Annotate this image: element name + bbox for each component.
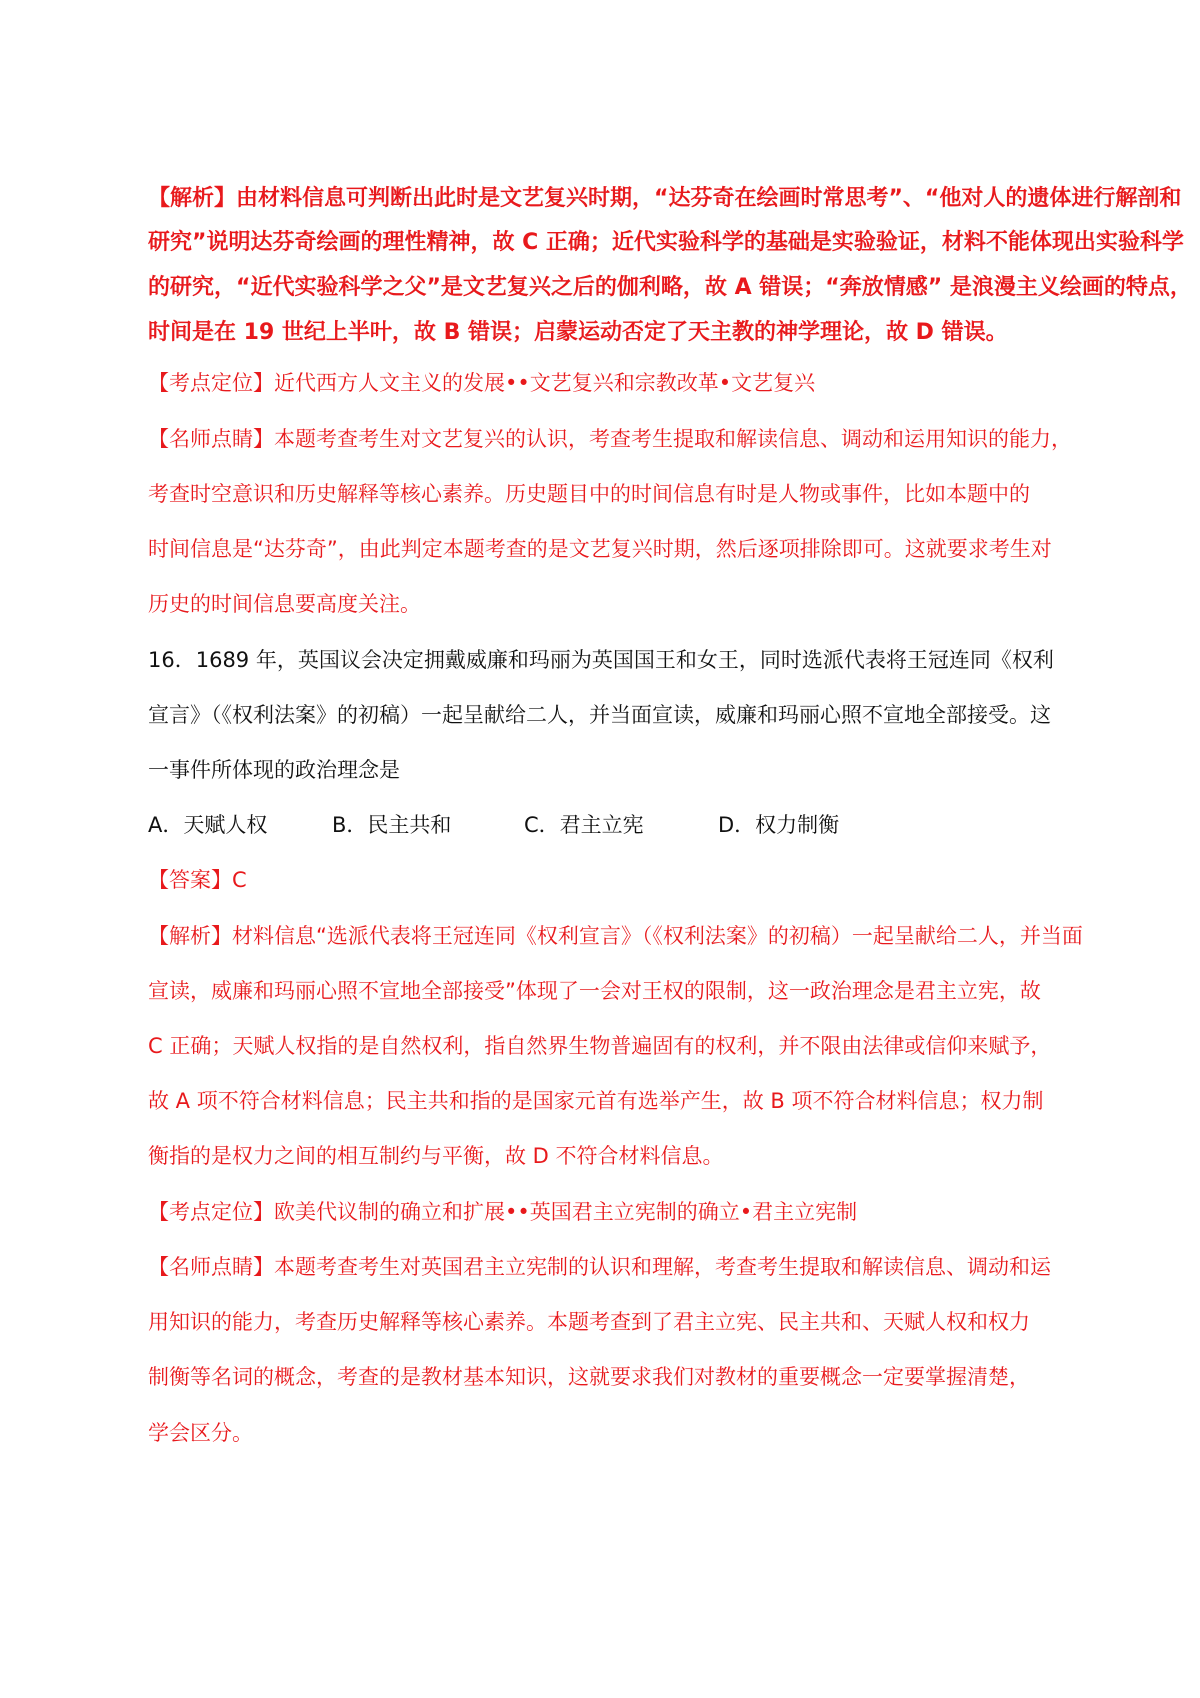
- analysis-2-line-3: C 正确；天赋人权指的是自然权利，指自然界生物普遍固有的权利，并不限由法律或信仰来赋予，: [148, 1034, 1052, 1058]
- option-a: A．天赋人权: [148, 813, 268, 837]
- tip-label: 【名师点睛】: [148, 427, 274, 451]
- tip-2-line-3: 制衡等名词的概念，考查的是教材基本知识，这就要求我们对教材的重要概念一定要掌握清楚，: [148, 1365, 1030, 1389]
- tip-2-line-2: 用知识的能力，考查历史解释等核心素养。本题考查到了君主立宪、民主共和、天赋人权和权力: [148, 1310, 1030, 1334]
- tip-2-line-1: 【名师点睛】本题考查考生对英国君主立宪制的认识和理解，考查考生提取和解读信息、调动和运: [148, 1255, 1051, 1279]
- analysis-2-line-5: 衡指的是权力之间的相互制约与平衡，故 D 不符合材料信息。: [148, 1144, 724, 1168]
- exam-point-label: 【考点定位】: [148, 371, 274, 395]
- exam-point-2: 【考点定位】欧美代议制的确立和扩展••英国君主立宪制的确立•君主立宪制: [148, 1200, 858, 1224]
- analysis-2-line-1: 【解析】材料信息“选派代表将王冠连同《权利宣言》（《权利法案》的初稿）一起呈献给二人，并当面: [148, 924, 1083, 948]
- answer-value: C: [232, 868, 247, 892]
- analysis-label: 【解析】: [148, 924, 232, 948]
- analysis-1-line-2: 研究”说明达芬奇绘画的理性精神，故 C 正确；近代实验科学的基础是实验验证，材料不能体现出实验科学: [148, 230, 1184, 255]
- question-16-line-1: 16．1689 年，英国议会决定拥戴威廉和玛丽为英国国王和女王，同时选派代表将王冠连同《权利: [148, 648, 1054, 672]
- exam-point-label: 【考点定位】: [148, 1200, 274, 1224]
- analysis-2-line-4: 故 A 项不符合材料信息；民主共和指的是国家元首有选举产生，故 B 项不符合材料信息；权力制: [148, 1089, 1044, 1113]
- analysis-1-line-3: 的研究，“近代实验科学之父”是文艺复兴之后的伽利略，故 A 错误；“奔放情感” 是浪漫主义绘画的特点，: [148, 275, 1192, 300]
- tip-1-line-2: 考查时空意识和历史解释等核心素养。历史题目中的时间信息有时是人物或事件，比如本题中的: [148, 482, 1030, 506]
- question-16-line-2: 宣言》（《权利法案》的初稿）一起呈献给二人，并当面宣读，威廉和玛丽心照不宣地全部接受。这: [148, 703, 1051, 727]
- option-b: B．民主共和: [332, 813, 452, 837]
- option-c: C．君主立宪: [524, 813, 644, 837]
- analysis-2-line-2: 宣读，威廉和玛丽心照不宣地全部接受”体现了一会对王权的限制，这一政治理念是君主立宪，故: [148, 979, 1041, 1003]
- exam-point-1: 【考点定位】近代西方人文主义的发展••文艺复兴和宗教改革•文艺复兴: [148, 371, 816, 395]
- tip-2-line-4: 学会区分。: [148, 1421, 253, 1445]
- analysis-1-line-4: 时间是在 19 世纪上半叶，故 B 错误；启蒙运动否定了天主教的神学理论，故 D 错误。: [148, 320, 1008, 345]
- answer-label: 【答案】: [148, 868, 232, 892]
- analysis-label: 【解析】: [148, 186, 237, 211]
- tip-label: 【名师点睛】: [148, 1255, 274, 1279]
- option-d: D．权力制衡: [718, 813, 840, 837]
- tip-1-line-1: 【名师点睛】本题考查考生对文艺复兴的认识，考查考生提取和解读信息、调动和运用知识的能力，: [148, 427, 1072, 451]
- question-16-line-3: 一事件所体现的政治理念是: [148, 758, 400, 782]
- answer-16: [148, 865, 247, 895]
- analysis-1-line-1: 【解析】由材料信息可判断出此时是文艺复兴时期，“达芬奇在绘画时常思考”、“他对人的遗体进行解剖和: [148, 186, 1182, 211]
- tip-1-line-4: 历史的时间信息要高度关注。: [148, 592, 421, 616]
- tip-1-line-3: 时间信息是“达芬奇”，由此判定本题考查的是文艺复兴时期，然后逐项排除即可。这就要求考生对: [148, 537, 1052, 561]
